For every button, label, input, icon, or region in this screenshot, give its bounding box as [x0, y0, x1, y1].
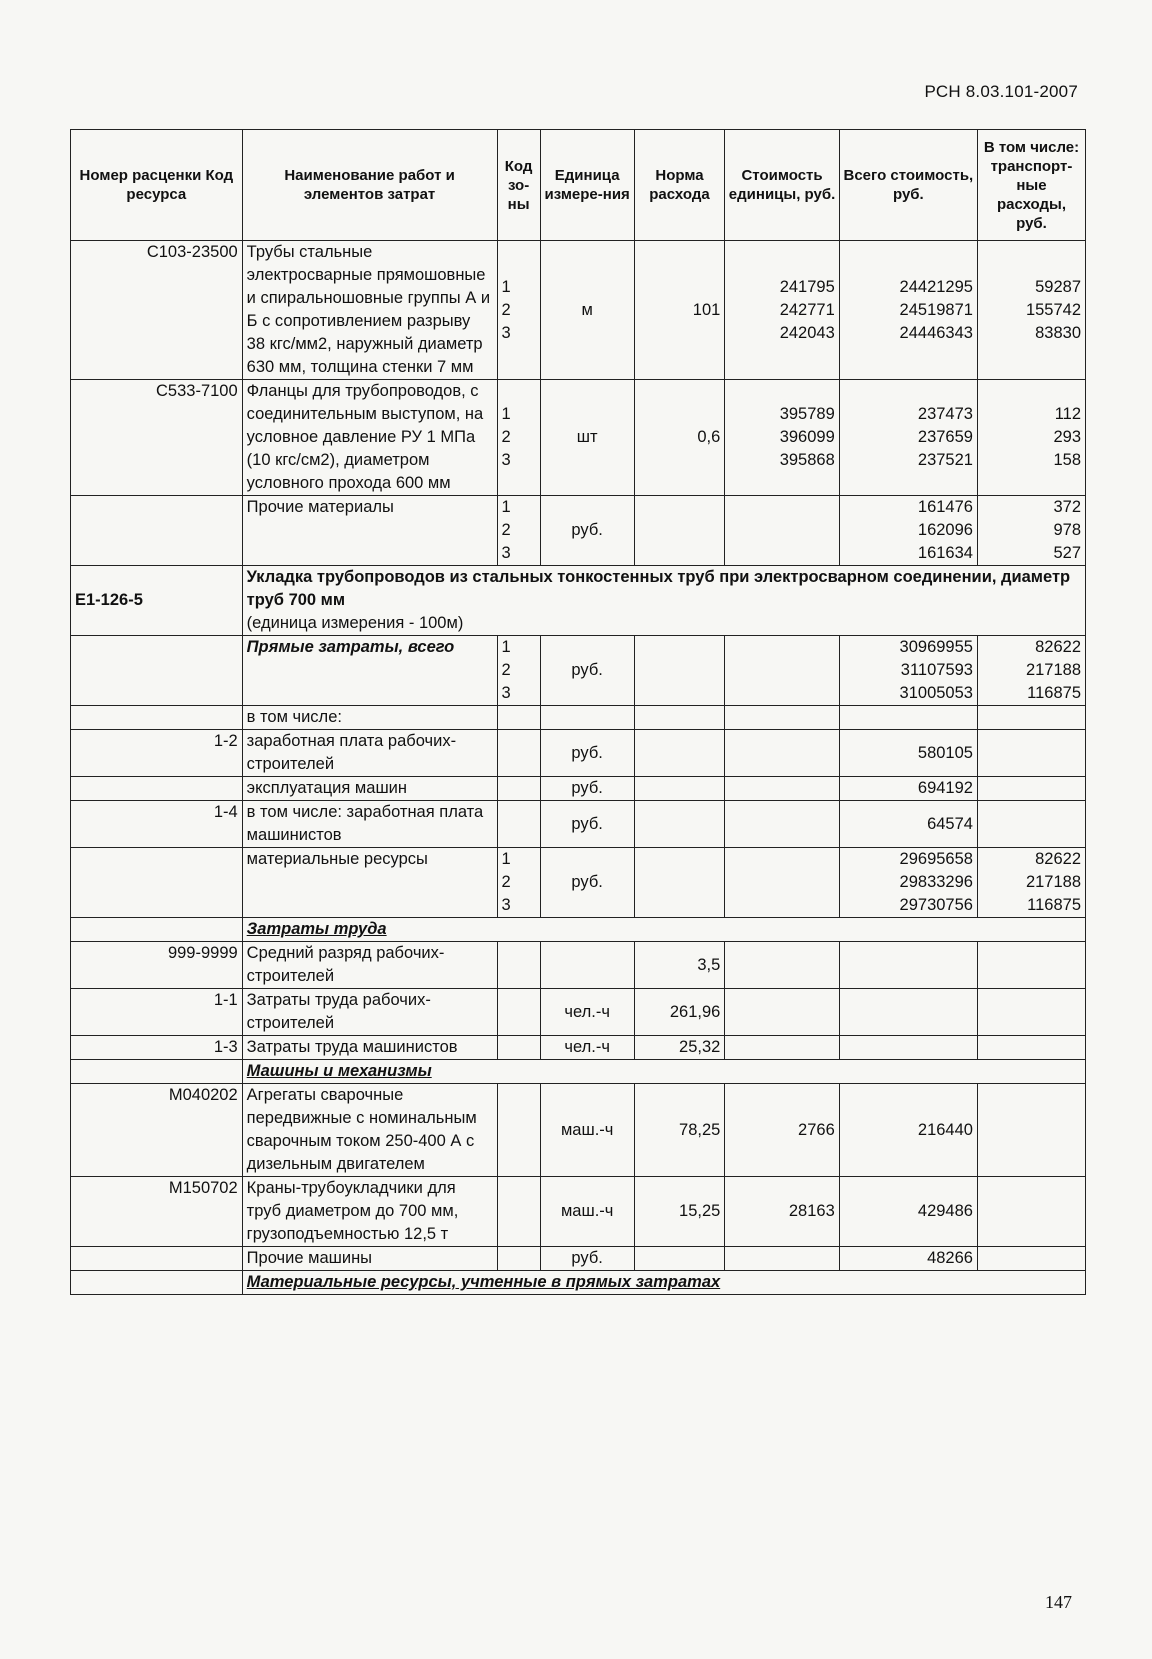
unit: маш.-ч — [540, 1177, 634, 1247]
empty-cell — [71, 636, 243, 706]
machine-row — [71, 1084, 1086, 1177]
unit: чел.-ч — [540, 1036, 634, 1060]
unit: руб. — [540, 777, 634, 801]
unit-cost: 28163 — [725, 1177, 839, 1247]
group-measure-unit: (единица измерения - 100м) — [246, 614, 464, 632]
resource-code: 1-2 — [71, 730, 243, 777]
resource-code: 1-1 — [71, 989, 243, 1036]
empty-cell — [71, 706, 243, 730]
total-cost: 30969955 31107593 31005053 — [839, 636, 977, 706]
empty-cell — [497, 1084, 540, 1177]
transport-cost: 82622 217188 116875 — [977, 848, 1085, 918]
empty-cell — [725, 730, 839, 777]
total-cost: 29695658 29833296 29730756 — [839, 848, 977, 918]
empty-cell — [839, 989, 977, 1036]
machine-name: Прочие машины — [242, 1247, 497, 1271]
empty-cell — [497, 706, 540, 730]
total-cost: 48266 — [839, 1247, 977, 1271]
empty-cell — [725, 942, 839, 989]
unit-cost — [725, 496, 839, 566]
zone-codes: 1 2 3 — [497, 496, 540, 566]
empty-cell — [725, 1036, 839, 1060]
col-header-zone: Код зо-ны — [497, 130, 540, 241]
group-header-row — [71, 566, 1086, 636]
unit: руб. — [540, 496, 634, 566]
empty-cell — [634, 801, 725, 848]
unit: руб. — [540, 730, 634, 777]
unit: маш.-ч — [540, 1084, 634, 1177]
col-header-code: Номер расценки Код ресурса — [71, 130, 243, 241]
section-row — [71, 1271, 1086, 1295]
unit: чел.-ч — [540, 989, 634, 1036]
total-cost: 237473 237659 237521 — [839, 380, 977, 496]
empty-cell — [497, 777, 540, 801]
section-title: Машины и механизмы — [242, 1060, 1085, 1084]
direct-costs-row — [71, 636, 1086, 706]
total-cost: 64574 — [839, 801, 977, 848]
machine-row — [71, 1247, 1086, 1271]
unit: руб. — [540, 636, 634, 706]
materials-row — [71, 848, 1086, 918]
norm — [634, 1247, 725, 1271]
empty-cell — [71, 918, 243, 942]
norm: 3,5 — [634, 942, 725, 989]
unit-cost: 2766 — [725, 1084, 839, 1177]
labor-name: Затраты труда машинистов — [242, 1036, 497, 1060]
unit: м — [540, 241, 634, 380]
empty-cell — [497, 942, 540, 989]
labor-row — [71, 989, 1086, 1036]
empty-cell — [497, 730, 540, 777]
empty-cell — [497, 801, 540, 848]
col-header-total: Всего стоимость, руб. — [839, 130, 977, 241]
norm: 101 — [634, 241, 725, 380]
labor-name: Затраты труда рабочих-строителей — [242, 989, 497, 1036]
empty-cell — [977, 730, 1085, 777]
machine-row — [71, 1177, 1086, 1247]
empty-cell — [725, 989, 839, 1036]
cost-item-name: в том числе: заработная плата машинистов — [242, 801, 497, 848]
empty-cell — [634, 848, 725, 918]
resource-code — [71, 1247, 243, 1271]
empty-cell — [71, 1060, 243, 1084]
resource-code: С533-7100 — [71, 380, 243, 496]
zone-codes: 1 2 3 — [497, 636, 540, 706]
empty-cell — [497, 989, 540, 1036]
total-cost: 24421295 24519871 24446343 — [839, 241, 977, 380]
total-cost: 216440 — [839, 1084, 977, 1177]
machine-name: Агрегаты сварочные передвижные с номинальным сварочным током 250-400 А с дизельным двигателем — [242, 1084, 497, 1177]
resource-code: М150702 — [71, 1177, 243, 1247]
empty-cell — [977, 942, 1085, 989]
resource-code — [71, 496, 243, 566]
norm: 78,25 — [634, 1084, 725, 1177]
empty-cell — [977, 801, 1085, 848]
col-header-transport: В том числе: транспорт-ные расходы, руб. — [977, 130, 1085, 241]
rates-table — [70, 129, 1086, 1295]
total-cost: 694192 — [839, 777, 977, 801]
labor-row — [71, 942, 1086, 989]
machinist-wages-row — [71, 801, 1086, 848]
empty-cell — [839, 706, 977, 730]
empty-cell — [725, 636, 839, 706]
norm: 261,96 — [634, 989, 725, 1036]
labor-row — [71, 1036, 1086, 1060]
empty-cell — [497, 1247, 540, 1271]
unit: шт — [540, 380, 634, 496]
transport-cost: 372 978 527 — [977, 496, 1085, 566]
empty-cell — [71, 1271, 243, 1295]
zone-codes: 1 2 3 — [497, 848, 540, 918]
unit — [540, 942, 634, 989]
col-header-norm: Норма расхода — [634, 130, 725, 241]
unit: руб. — [540, 1247, 634, 1271]
direct-costs-label: Прямые затраты, всего — [242, 636, 497, 706]
empty-cell — [634, 636, 725, 706]
including-label: в том числе: — [242, 706, 497, 730]
document-code: РСН 8.03.101-2007 — [924, 82, 1078, 101]
norm: 15,25 — [634, 1177, 725, 1247]
empty-cell — [839, 942, 977, 989]
transport-cost: 82622 217188 116875 — [977, 636, 1085, 706]
empty-cell — [634, 777, 725, 801]
header-row — [71, 130, 1086, 241]
empty-cell — [839, 1036, 977, 1060]
unit: руб. — [540, 848, 634, 918]
labor-name: Средний разряд рабочих-строителей — [242, 942, 497, 989]
total-cost: 161476 162096 161634 — [839, 496, 977, 566]
cost-item-name: материальные ресурсы — [242, 848, 497, 918]
transport-cost: 112 293 158 — [977, 380, 1085, 496]
empty-cell — [497, 1036, 540, 1060]
unit: руб. — [540, 801, 634, 848]
empty-cell — [497, 1177, 540, 1247]
section-title: Затраты труда — [242, 918, 1085, 942]
empty-cell — [977, 706, 1085, 730]
cost-item-name: заработная плата рабочих-строителей — [242, 730, 497, 777]
norm: 25,32 — [634, 1036, 725, 1060]
resource-code: 1-4 — [71, 801, 243, 848]
resource-row — [71, 496, 1086, 566]
empty-cell — [977, 1247, 1085, 1271]
empty-cell — [977, 1177, 1085, 1247]
total-cost: 429486 — [839, 1177, 977, 1247]
resource-code: С103-23500 — [71, 241, 243, 380]
resource-name: Трубы стальные электросварные прямошовные и спиральношовные группы А и Б с сопротивлением разрыву 38 кгс/мм2, наружный диаметр 630 мм, толщина стенки 7 мм — [242, 241, 497, 380]
section-row — [71, 1060, 1086, 1084]
page-number: 147 — [1045, 1592, 1072, 1612]
empty-cell — [977, 989, 1085, 1036]
section-title: Материальные ресурсы, учтенные в прямых затратах — [242, 1271, 1085, 1295]
rate-code: Е1-126-5 — [71, 566, 243, 636]
including-row — [71, 706, 1086, 730]
norm: 0,6 — [634, 380, 725, 496]
col-header-name: Наименование работ и элементов затрат — [242, 130, 497, 241]
zone-codes: 1 2 3 — [497, 380, 540, 496]
group-title: Укладка трубопроводов из стальных тонкостенных труб при электросварном соединении, диаметр труб 700 мм — [246, 568, 1071, 609]
wages-row — [71, 730, 1086, 777]
empty-cell — [540, 706, 634, 730]
zone-codes: 1 2 3 — [497, 241, 540, 380]
resource-name: Прочие материалы — [242, 496, 497, 566]
unit-cost: 395789 396099 395868 — [725, 380, 839, 496]
resource-code: М040202 — [71, 1084, 243, 1177]
empty-cell — [977, 1036, 1085, 1060]
unit-cost — [725, 1247, 839, 1271]
empty-cell — [634, 706, 725, 730]
resource-row — [71, 241, 1086, 380]
cost-item-name: эксплуатация машин — [242, 777, 497, 801]
transport-cost: 59287 155742 83830 — [977, 241, 1085, 380]
norm — [634, 496, 725, 566]
group-title-cell — [242, 566, 1085, 636]
empty-cell — [725, 801, 839, 848]
empty-cell — [71, 777, 243, 801]
empty-cell — [725, 706, 839, 730]
resource-code: 999-9999 — [71, 942, 243, 989]
empty-cell — [977, 777, 1085, 801]
empty-cell — [634, 730, 725, 777]
col-header-unit: Единица измере-ния — [540, 130, 634, 241]
resource-code: 1-3 — [71, 1036, 243, 1060]
machine-name: Краны-трубоукладчики для труб диаметром до 700 мм, грузоподъемностью 12,5 т — [242, 1177, 497, 1247]
unit-cost: 241795 242771 242043 — [725, 241, 839, 380]
section-row — [71, 918, 1086, 942]
machine-operation-row — [71, 777, 1086, 801]
empty-cell — [725, 848, 839, 918]
empty-cell — [725, 777, 839, 801]
resource-row — [71, 380, 1086, 496]
col-header-unit-cost: Стоимость единицы, руб. — [725, 130, 839, 241]
resource-name: Фланцы для трубопроводов, с соединительным выступом, на условное давление РУ 1 МПа (10 кгс/см2), диаметром условного прохода 600 мм — [242, 380, 497, 496]
empty-cell — [977, 1084, 1085, 1177]
empty-cell — [71, 848, 243, 918]
total-cost: 580105 — [839, 730, 977, 777]
